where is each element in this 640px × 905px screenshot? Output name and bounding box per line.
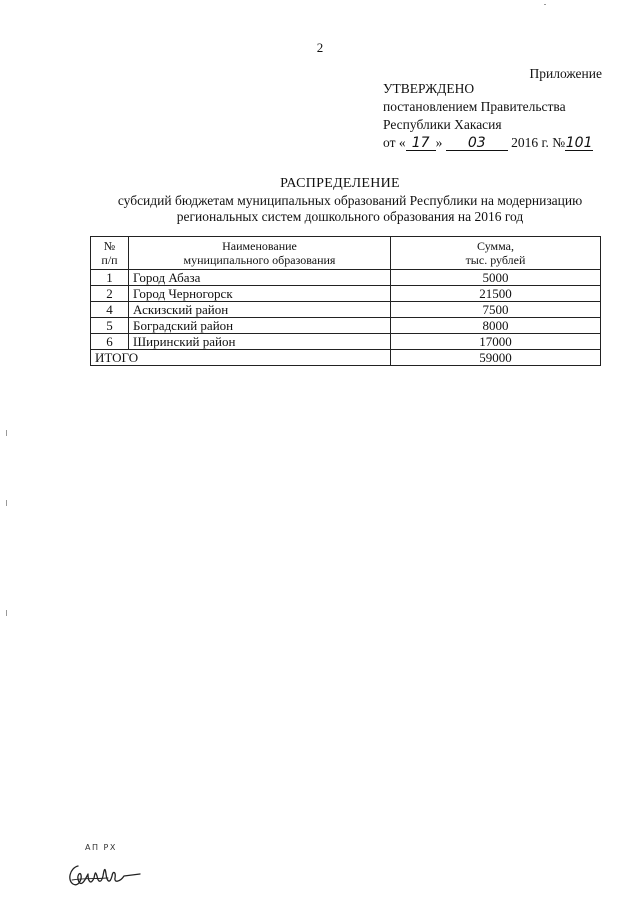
handwritten-signature bbox=[64, 856, 144, 897]
subtitle-line-1: субсидий бюджетам муниципальных образований Республики на модернизацию bbox=[117, 193, 583, 208]
row-name: Боградский район bbox=[129, 318, 391, 334]
row-number: 2 bbox=[91, 286, 129, 302]
header-sum-line-1: Сумма, bbox=[477, 239, 514, 253]
registry-stamp: АП РХ bbox=[85, 843, 117, 852]
subtitle-line-2: региональных систем дошкольного образования на 2016 год bbox=[176, 209, 524, 224]
table-row bbox=[91, 286, 601, 302]
table-total-row bbox=[91, 350, 601, 366]
header-name-line-2: муниципального образования bbox=[183, 253, 336, 267]
distribution-table bbox=[90, 236, 601, 366]
signature-icon bbox=[64, 856, 144, 892]
total-label: ИТОГО bbox=[91, 350, 391, 366]
row-number: 4 bbox=[91, 302, 129, 318]
table-row bbox=[91, 270, 601, 286]
scan-mark bbox=[6, 430, 7, 436]
row-sum: 7500 bbox=[391, 302, 601, 318]
document-title: РАСПРЕДЕЛЕНИЕ bbox=[280, 176, 400, 191]
header-name-line-1: Наименование bbox=[222, 239, 297, 253]
header-number-line-2: п/п bbox=[101, 253, 118, 267]
total-sum: 59000 bbox=[391, 350, 601, 366]
page-number: 2 bbox=[316, 40, 324, 55]
approval-line-republic: Республики Хакасия bbox=[383, 117, 502, 132]
row-name: Город Абаза bbox=[129, 270, 391, 286]
row-number: 6 bbox=[91, 334, 129, 350]
header-sum-line-2: тыс. рублей bbox=[465, 253, 526, 267]
annex-label: Приложение bbox=[529, 66, 602, 81]
row-number: 1 bbox=[91, 270, 129, 286]
scan-mark bbox=[544, 4, 546, 5]
row-number: 5 bbox=[91, 318, 129, 334]
date-separator: » bbox=[435, 135, 443, 150]
approval-line-resolution: постановлением Правительства bbox=[383, 99, 566, 114]
row-sum: 8000 bbox=[391, 318, 601, 334]
row-sum: 17000 bbox=[391, 334, 601, 350]
scan-mark bbox=[6, 610, 7, 616]
header-number bbox=[91, 237, 129, 270]
document-subtitle bbox=[80, 193, 620, 225]
table-row bbox=[91, 334, 601, 350]
approval-number: 101 bbox=[565, 135, 593, 151]
table-header-row bbox=[91, 237, 601, 270]
table-row bbox=[91, 318, 601, 334]
approval-block bbox=[383, 80, 593, 152]
approval-line-approved: УТВЕРЖДЕНО bbox=[383, 81, 475, 96]
header-name bbox=[129, 237, 391, 270]
approval-date-line bbox=[383, 134, 593, 152]
row-name: Город Черногорск bbox=[129, 286, 391, 302]
row-name: Аскизский район bbox=[129, 302, 391, 318]
row-name: Ширинский район bbox=[129, 334, 391, 350]
header-number-line-1: № bbox=[103, 239, 116, 253]
row-sum: 21500 bbox=[391, 286, 601, 302]
approval-month: 03 bbox=[446, 136, 508, 151]
approval-year-text: 2016 г. № bbox=[511, 135, 566, 150]
scan-mark bbox=[6, 500, 7, 506]
date-prefix: от « bbox=[383, 135, 406, 150]
header-sum bbox=[391, 237, 601, 270]
approval-day: 17 bbox=[406, 136, 436, 151]
row-sum: 5000 bbox=[391, 270, 601, 286]
table-row bbox=[91, 302, 601, 318]
